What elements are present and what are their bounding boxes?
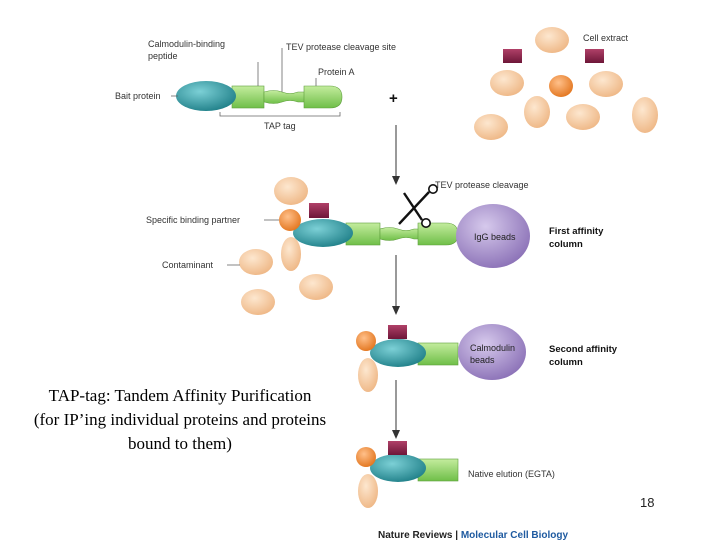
plus-sign: + bbox=[389, 90, 398, 107]
bait-protein-shape bbox=[370, 339, 426, 367]
label-first-column-2: column bbox=[549, 239, 583, 250]
bait-protein-shape bbox=[293, 219, 353, 247]
label-contaminant: Contaminant bbox=[162, 260, 214, 270]
first-column-stage bbox=[239, 177, 530, 315]
contaminant-protein bbox=[474, 114, 508, 140]
label-calmodulin-peptide: peptide bbox=[148, 51, 178, 61]
bait-protein-shape bbox=[176, 81, 236, 111]
journal-credit bbox=[378, 530, 568, 541]
second-column-stage bbox=[356, 324, 526, 392]
contaminant-protein bbox=[524, 96, 550, 128]
label-tev-cleavage: TEV protease cleavage bbox=[435, 180, 529, 190]
partner-protein bbox=[356, 331, 376, 351]
tev-linker bbox=[264, 91, 306, 104]
slide-number: 18 bbox=[640, 495, 655, 510]
protein-a-segment bbox=[304, 86, 342, 108]
caption-line-3: bound to them) bbox=[128, 434, 232, 453]
scissors-icon bbox=[399, 185, 437, 227]
label-first-column-1: First affinity bbox=[549, 226, 604, 237]
label-igg-beads: IgG beads bbox=[474, 232, 516, 242]
bait-construct bbox=[176, 81, 342, 111]
partner-protein bbox=[549, 75, 573, 97]
slide-caption bbox=[2, 384, 358, 456]
label-tap-tag: TAP tag bbox=[264, 121, 296, 131]
tev-linker bbox=[380, 228, 420, 241]
small-complex-protein bbox=[388, 325, 407, 339]
contaminant-protein bbox=[241, 289, 275, 315]
cell-extract bbox=[474, 27, 658, 140]
label-bait-protein: Bait protein bbox=[115, 91, 161, 101]
label-calmodulin-beads-2: beads bbox=[470, 355, 495, 365]
small-complex-protein bbox=[388, 441, 407, 455]
contaminant-protein bbox=[358, 474, 378, 508]
process-arrows bbox=[392, 125, 400, 439]
small-complex-protein bbox=[503, 49, 522, 63]
small-complex-protein bbox=[309, 203, 329, 218]
journal-separator: | bbox=[452, 530, 461, 541]
contaminant-protein bbox=[274, 177, 308, 205]
label-cell-extract: Cell extract bbox=[583, 33, 629, 43]
journal-title: Molecular Cell Biology bbox=[460, 530, 569, 541]
label-native-elution: Native elution (EGTA) bbox=[468, 469, 555, 479]
contaminant-protein bbox=[632, 97, 658, 133]
label-calmodulin-binding: Calmodulin-binding bbox=[148, 39, 226, 49]
contaminant-protein bbox=[358, 358, 378, 392]
contaminant-protein bbox=[299, 274, 333, 300]
label-second-column-2: column bbox=[549, 357, 583, 368]
contaminant-protein bbox=[281, 237, 301, 271]
contaminant-protein bbox=[490, 70, 524, 96]
label-calmodulin-beads-1: Calmodulin bbox=[470, 343, 516, 353]
label-second-column-1: Second affinity bbox=[549, 344, 618, 355]
caption-line-1: TAP-tag: Tandem Affinity Purification bbox=[48, 386, 312, 405]
calmodulin-binding-peptide-segment bbox=[232, 86, 264, 108]
bait-protein-shape bbox=[370, 454, 426, 482]
small-complex-protein bbox=[585, 49, 604, 63]
contaminant-protein bbox=[535, 27, 569, 53]
journal-name: Nature Reviews bbox=[378, 530, 453, 541]
contaminant-protein bbox=[566, 104, 600, 130]
partner-protein bbox=[279, 209, 301, 231]
label-protein-a: Protein A bbox=[318, 67, 355, 77]
label-specific-partner: Specific binding partner bbox=[146, 215, 241, 225]
label-tev-site: TEV protease cleavage site bbox=[286, 42, 397, 52]
contaminant-protein bbox=[589, 71, 623, 97]
elution-stage bbox=[356, 441, 458, 508]
contaminant-protein bbox=[239, 249, 273, 275]
partner-protein bbox=[356, 447, 376, 467]
caption-line-2: (for IP’ing individual proteins and proteins bbox=[33, 410, 327, 429]
